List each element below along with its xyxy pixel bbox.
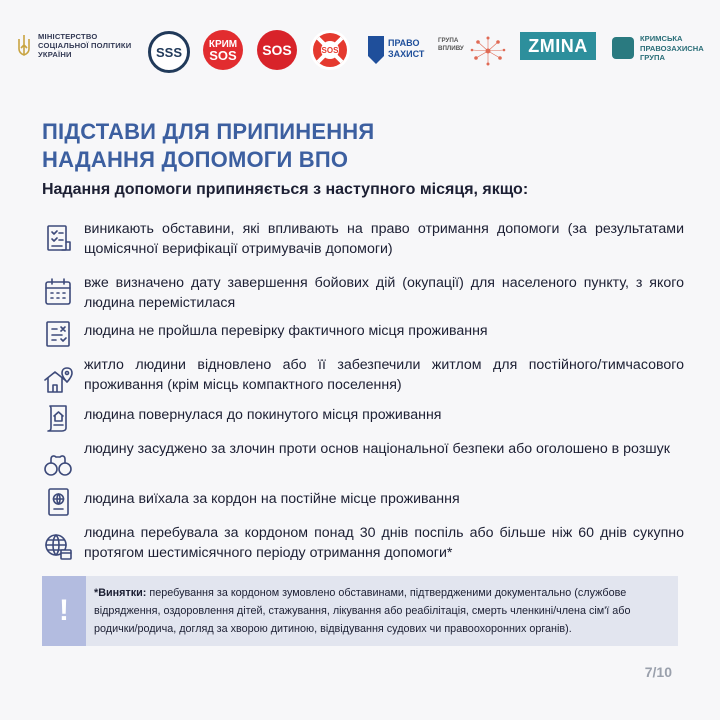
crimean-human-rights-group-logo <box>612 34 704 63</box>
krg-leaf-icon <box>612 37 634 59</box>
passport-icon <box>42 486 74 518</box>
krg-line3: ГРУПА <box>640 53 665 62</box>
exceptions-note-label: *Винятки: <box>94 587 147 599</box>
house-location-icon <box>42 364 74 396</box>
donbas-sos-logo: SOS <box>257 30 297 70</box>
exclamation-icon: ! <box>42 576 86 646</box>
list-item-text: людина перебувала за кордоном понад 30 днів поспіль або більше ніж 60 днів сукупно протягом шестимісячного періоду отримання допомоги* <box>84 525 684 561</box>
subtitle: Надання допомоги припиняється з наступного місяця, якщо: <box>42 181 529 198</box>
title-line-1: ПІДСТАВИ ДЛЯ ПРИПИНЕННЯ <box>42 119 375 144</box>
list-item-text: людину засуджено за злочин проти основ національної безпеки або оголошено в розшук <box>84 441 670 457</box>
exceptions-note-body: перебування за кордоном зумовлено обставинами, підтвердженими документально (службове відрядження, оздоровлення дітей, стажування, лікування або реабілітація, смерть членкині/члена сім'ї або родички/родича, догляд за хворою дитиною, відвідування судових чи правоохоронних органів). <box>94 587 631 635</box>
sos-buoy-logo <box>310 30 350 70</box>
lifebuoy-icon <box>310 30 350 70</box>
page-number: 7/10 <box>644 664 672 680</box>
hrupa-line2: ВПЛИВУ <box>438 45 464 52</box>
scroll-house-icon <box>42 402 74 434</box>
page-title <box>42 118 374 174</box>
list-item-text: житло людини відновлено або її забезпечили житлом для постійного/тимчасового проживання (крім місць компактного поселення) <box>84 357 684 393</box>
ministry-logo-line3: УКРАЇНИ <box>38 50 72 59</box>
sss-logo: SSS <box>148 31 190 73</box>
hrupa-vplyvu-logo <box>438 34 508 68</box>
document-checklist-icon <box>42 222 74 254</box>
calendar-icon <box>42 276 74 308</box>
network-dots-icon <box>468 34 508 68</box>
zmina-logo: ZMINA <box>520 32 596 60</box>
title-line-2: НАДАННЯ ДОПОМОГИ ВПО <box>42 147 349 172</box>
krg-line2: ПРАВОЗАХИСНА <box>640 43 704 53</box>
list-item-text: людина виїхала за кордон на постійне місце проживання <box>84 491 460 507</box>
krym-sos-line1: КРИМ <box>208 39 238 50</box>
ministry-logo-line1: МІНІСТЕРСТВО <box>38 32 98 41</box>
list-item-text: виникають обставини, які впливають на право отримання допомоги (за результатами щомісячної верифікації отримувачів допомоги) <box>84 221 684 257</box>
list-item-text: вже визначено дату завершення бойових дій (окупації) для населеного пункту, з якого людина перемістилася <box>84 275 684 311</box>
ministry-logo <box>16 32 131 59</box>
globe-calendar-icon <box>42 530 74 562</box>
trident-icon <box>16 33 32 59</box>
pravo-na-zakhyst-logo <box>366 34 426 71</box>
handcuffs-icon <box>42 448 74 480</box>
partner-logos-bar <box>0 22 720 78</box>
sos-buoy-text: SOS <box>321 46 339 55</box>
exceptions-note <box>42 576 678 646</box>
krym-sos-line2: SOS <box>209 48 237 63</box>
hrupa-line1: ГРУПА <box>438 37 459 44</box>
krg-line1: КРИМСЬКА <box>640 34 683 43</box>
ministry-logo-line2: СОЦІАЛЬНОЇ ПОЛІТИКИ <box>38 41 132 50</box>
exceptions-note-text <box>94 584 670 638</box>
krym-sos-logo <box>203 30 243 70</box>
pravo-line2: ЗАХИСТ <box>388 49 425 59</box>
pravo-line1: ПРАВО <box>388 38 420 48</box>
list-item-text: людина повернулася до покинутого місця проживання <box>84 407 442 423</box>
list-item-text: людина не пройшла перевірку фактичного місця проживання <box>84 323 488 339</box>
checklist-icon <box>42 318 74 350</box>
